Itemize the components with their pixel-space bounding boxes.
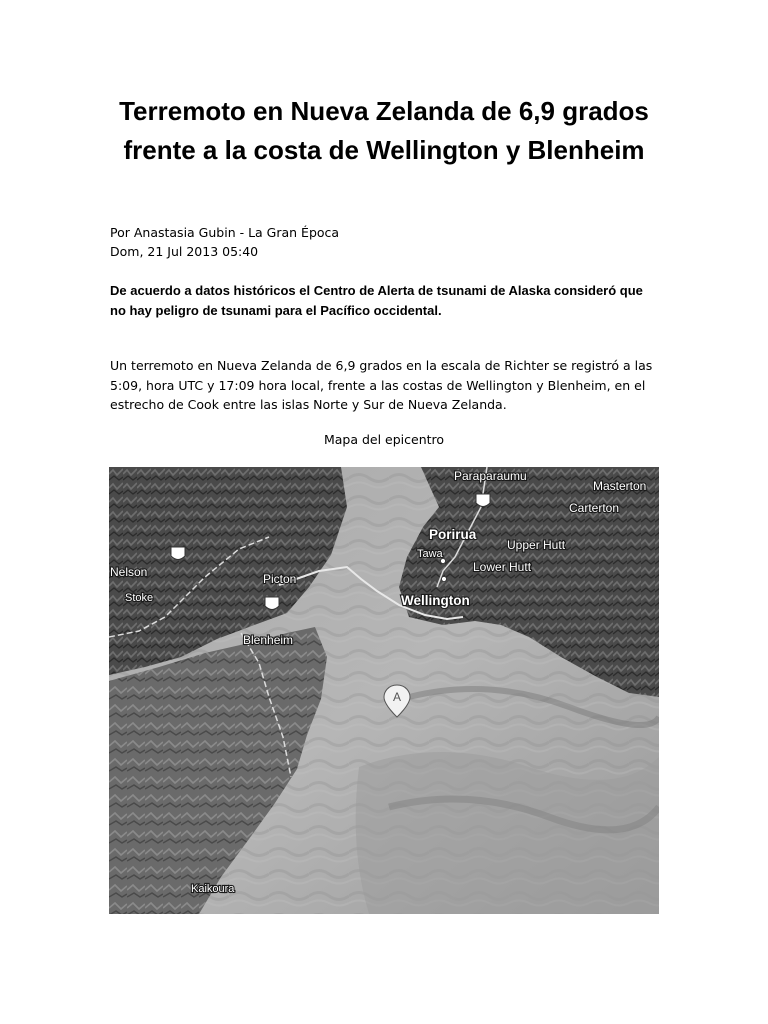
highway-shield-icon (171, 547, 185, 560)
highway-shield-icon (476, 494, 490, 507)
label-blenheim: Blenheim (243, 633, 294, 647)
label-paraparaumu: Paraparaumu (454, 469, 527, 483)
label-porirua: Porirua (429, 527, 477, 542)
label-nelson: Nelson (110, 565, 148, 579)
article-title: Terremoto en Nueva Zelanda de 6,9 grados frente a la costa de Wellington y Blenheim (119, 96, 649, 165)
label-upper-hutt: Upper Hutt (507, 538, 566, 552)
label-wellington: Wellington (401, 593, 470, 608)
label-tawa: Tawa (417, 548, 443, 560)
label-carterton: Carterton (569, 501, 620, 515)
byline: Por Anastasia Gubin - La Gran Época (110, 225, 340, 240)
label-picton: Picton (263, 572, 297, 586)
label-kaikoura: Kaikoura (191, 883, 235, 895)
label-stoke: Stoke (125, 592, 154, 604)
label-lower-hutt: Lower Hutt (473, 560, 532, 574)
map-caption: Mapa del epicentro (323, 432, 445, 447)
highway-shield-icon (265, 597, 279, 610)
epicenter-map (109, 467, 659, 914)
article-body: Un terremoto en Nueva Zelanda de 6,9 grados en la escala de Richter se registró a las 5:09, hora UTC y 17:09 hora local, frente a las costas de Wellington y Blenheim, en el estrecho de Cook entre las islas Norte y Sur de Nueva Zelanda. (110, 358, 653, 412)
label-masterton: Masterton (593, 479, 647, 493)
publish-date: Dom, 21 Jul 2013 05:40 (110, 244, 259, 259)
article-lead: De acuerdo a datos históricos el Centro de Alerta de tsunami de Alaska consideró que no hay peligro de tsunami para el Pacífico occidental. (110, 283, 643, 318)
epicenter-marker-label: A (392, 690, 402, 704)
